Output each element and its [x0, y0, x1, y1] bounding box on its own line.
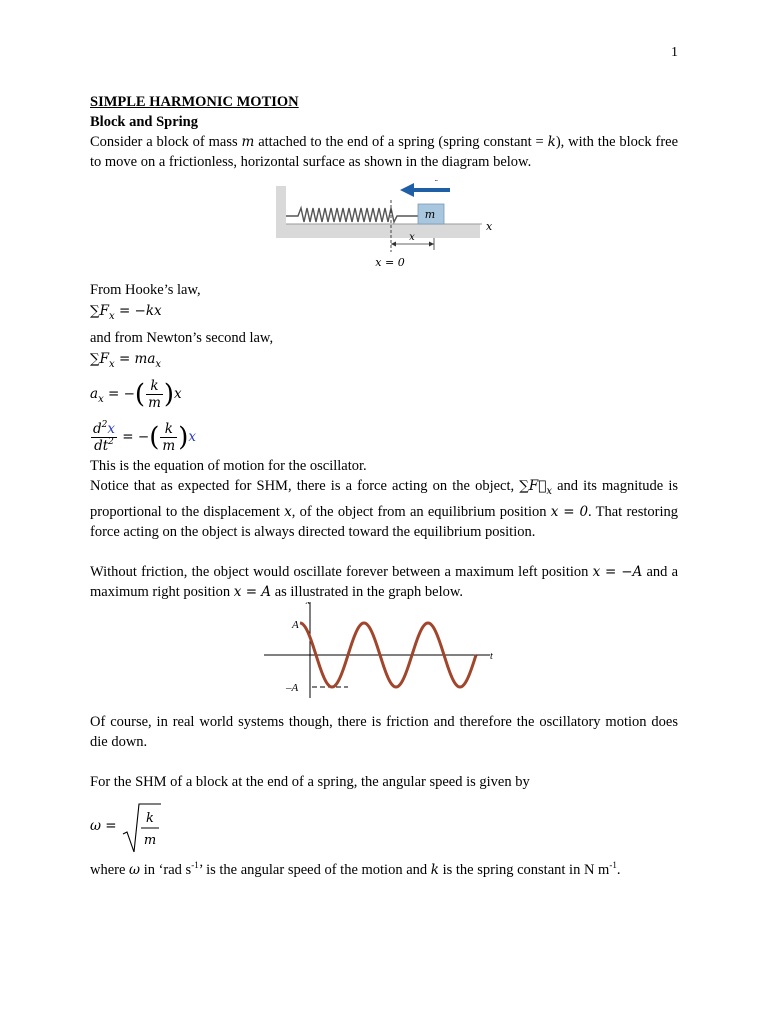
eq1-lhs: ∑F	[90, 303, 110, 319]
eq4-dt: dt	[94, 437, 109, 454]
sqrt-den: m	[143, 832, 157, 848]
oscillation-graph	[90, 602, 678, 712]
restoring-x-eq: x = 0	[550, 504, 589, 521]
equation-motion: $\frac{d^2x}{dt^2}$ = −( $\frac{k}{m}$ )x	[93, 419, 196, 454]
sqrt-sign	[121, 802, 161, 854]
eq2-rhs-sub: x	[155, 358, 162, 370]
equation-hooke	[90, 300, 678, 328]
hooke-text: From Hooke’s law,	[90, 282, 201, 298]
restoring-sum-f: ∑F⃗	[519, 478, 547, 495]
omega-symbol: ω	[90, 818, 102, 835]
page-title: SIMPLE HARMONIC MOTION	[90, 94, 299, 110]
real-world-paragraph: Of course, in real world systems though, there is friction and therefore the oscillatory motion does die down.	[90, 714, 678, 751]
angular-speed-equation	[90, 798, 678, 854]
eq3-mid: = −	[103, 385, 135, 402]
mass-label: m	[424, 208, 436, 221]
spring-constant-symbol: k	[547, 134, 556, 150]
force-label	[428, 180, 438, 183]
where-sup-1: -1	[191, 860, 199, 871]
where-text-3: ’ is the angular speed of the motion and	[198, 862, 428, 879]
amplitude-label: A	[292, 619, 299, 632]
eq1-sub: x	[109, 310, 115, 322]
sqrt-num: k	[145, 810, 154, 826]
restoring-sum-f-sub: x	[546, 486, 552, 498]
where-text-1: where	[90, 862, 126, 879]
motion-equation-text: This is the equation of motion for the oscillator.	[90, 458, 367, 475]
eq4-num-sup: 2	[101, 419, 108, 430]
intro-text-2: attached to the end of a spring (spring constant =	[258, 134, 544, 150]
restoring-paragraph	[90, 476, 678, 542]
friction-text-3: as illustrated in the graph below.	[274, 584, 464, 601]
restoring-x: x	[284, 504, 292, 521]
angular-where-paragraph	[90, 860, 678, 880]
where-sup-2: -1	[609, 860, 617, 871]
eq3-lhs: a	[90, 385, 99, 402]
angular-intro-text: For the SHM of a block at the end of a spring, the angular speed is given by	[90, 774, 530, 791]
restoring-text-2: and its magnitude is proportional to the displacement	[90, 478, 679, 521]
eq2-lhs: ∑F	[90, 350, 110, 367]
eq4-num-x: x	[107, 420, 116, 437]
axis-x-label: x	[486, 220, 493, 233]
graph-x-label	[305, 602, 311, 607]
force-label-sub	[435, 180, 438, 183]
neg-amplitude-label: –A	[286, 682, 299, 695]
force-arrow-head	[400, 183, 414, 197]
block-spring-svg	[90, 180, 678, 280]
displacement-label: x	[409, 232, 415, 243]
where-k: k	[430, 862, 439, 879]
restoring-text-1: Notice that as expected for SHM, there is a force acting on the object,	[90, 478, 515, 495]
friction-text-1: Without friction, the object would oscillate forever between a maximum left position	[90, 564, 589, 581]
eq4-den-sup: 2	[108, 436, 114, 447]
eq4-d: d	[93, 420, 102, 437]
equation-newton	[90, 348, 678, 376]
right-position: x = A	[233, 584, 272, 601]
where-text-5: .	[616, 862, 621, 879]
left-position: x = −A	[592, 564, 643, 581]
page-number: 1	[671, 45, 678, 60]
eq3-frac-num: k	[146, 378, 163, 395]
mass-symbol: m	[241, 134, 255, 150]
eq3-sub: x	[98, 393, 104, 405]
section-heading: Block and Spring	[90, 114, 198, 130]
displacement-arrowhead-left	[391, 242, 396, 247]
oscillation-graph-svg	[90, 602, 678, 712]
where-text-2: in ‘rad s	[143, 862, 192, 879]
intro-text-3: ), with the block free to move on a frictionless, horizontal surface as shown in the diagram below.	[90, 134, 679, 170]
spring	[286, 208, 418, 222]
graph-t-label: t	[490, 651, 493, 663]
displacement-arrowhead-right	[429, 242, 434, 247]
sqrt-expression	[121, 799, 161, 855]
eq2-sub: x	[109, 358, 115, 370]
friction-paragraph	[90, 562, 678, 602]
friction-text-2: and a maximum right position	[90, 564, 679, 601]
where-text-4: is the spring constant in N m	[442, 862, 610, 879]
intro-paragraph	[90, 132, 678, 172]
block-spring-diagram	[90, 180, 678, 280]
eq4-derivative	[91, 421, 117, 454]
where-omega: ω	[129, 862, 141, 879]
eq4-frac-den: m	[162, 437, 176, 454]
eq2-rhs: = ma	[114, 350, 156, 367]
angular-eq-sign: =	[101, 818, 121, 835]
eq4-mid: = −	[118, 428, 150, 445]
restoring-text-4: . That restoring force acting on the object is always directed toward the equilibrium position.	[90, 504, 678, 541]
eq1-rhs: = −kx	[114, 303, 162, 319]
newton-text: and from Newton’s second law,	[90, 329, 274, 346]
eq3-tail: x	[174, 385, 182, 402]
origin-label: x = 0	[375, 256, 405, 269]
equation-acceleration: $a_x$ = −( $\frac{k}{m}$ )x	[90, 377, 182, 411]
floor-surface	[276, 224, 480, 238]
eq4-fraction	[160, 421, 177, 454]
intro-text-1: Consider a block of mass	[90, 134, 238, 150]
eq4-frac-num: k	[160, 421, 177, 438]
restoring-text-3: , of the object from an equilibrium position	[291, 504, 547, 521]
eq4-tail: x	[188, 428, 196, 445]
document-body	[90, 92, 678, 880]
eq3-fraction	[146, 378, 163, 411]
eq3-frac-den: m	[148, 394, 161, 411]
